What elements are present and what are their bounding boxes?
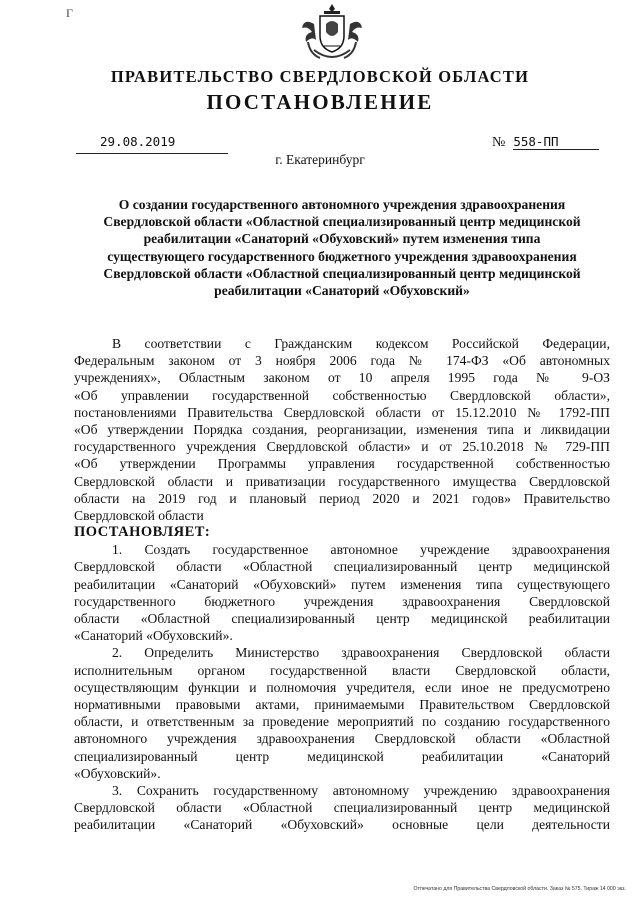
item2-line: автономного учреждения здравоохранения Свердловской области «Областной xyxy=(74,731,610,747)
item2-line: области, и ответственным за проведение мероприятий по созданию государственного xyxy=(74,714,610,730)
item1-line: реабилитации «Санаторий «Обуховский» путем изменения типа существующего xyxy=(74,576,610,592)
item1-line: «Санаторий «Обуховский». xyxy=(74,628,233,644)
item3-line: реабилитации «Санаторий «Обуховский» основные цели деятельности xyxy=(74,817,610,833)
item1-line: Свердловской области «Областной специализированный центр медицинской xyxy=(74,559,610,575)
title-line: реабилитации «Санаторий «Обуховский» xyxy=(214,283,470,299)
title-line: Свердловской области «Областной специализированный центр медицинской xyxy=(103,265,581,281)
decree-word: ПОСТАНОВЛЯЕТ: xyxy=(74,524,211,541)
item1-line: государственного бюджетного учреждения здравоохранения Свердловской xyxy=(74,593,610,609)
title-line: существующего государственного бюджетного учреждения здравоохранения xyxy=(107,248,577,264)
print-footer: Отпечатано для Правительства Свердловской области. Заказ № 575. Тираж 14 000 экз. xyxy=(413,886,626,892)
coat-of-arms-emblem xyxy=(300,2,364,64)
corner-mark: Г xyxy=(66,6,73,20)
organization-heading: ПРАВИТЕЛЬСТВО СВЕРДЛОВСКОЙ ОБЛАСТИ xyxy=(110,67,530,86)
number-sign: № xyxy=(492,135,506,150)
item2-line: 2. Определить Министерство здравоохранения Свердловской области xyxy=(112,645,610,661)
item2-line: специализированный центр медицинской реабилитации «Санаторий xyxy=(74,748,610,764)
preamble-line: В соответствии с Гражданским кодексом Российской Федерации, xyxy=(112,336,610,351)
preamble-line: «Об управлении государственной собственностью Свердловской области», xyxy=(74,387,610,403)
document-body xyxy=(74,335,610,833)
item2-line: «Обуховский». xyxy=(74,765,161,781)
preamble-line: учреждениях», Областным законом от 10 апреля 1995 года № 9-ОЗ xyxy=(74,370,610,386)
document-type-heading: ПОСТАНОВЛЕНИЕ xyxy=(206,90,434,114)
preamble-line: области на 2019 год и плановый период 2020 и 2021 годов» Правительство xyxy=(74,490,610,506)
preamble-line: государственного учреждения Свердловской области» и от 25.10.2018 № 729-ПП xyxy=(74,439,610,455)
preamble-line: постановлениями Правительства Свердловской области от 15.12.2010 № 1792-ПП xyxy=(74,404,610,420)
document-title xyxy=(72,196,612,299)
title-line: О создании государственного автономного учреждения здравоохранения xyxy=(118,197,566,212)
title-line: реабилитации «Санаторий «Обуховский» путем изменения типа xyxy=(143,231,541,247)
item2-line: исполнительным органом государственной власти Свердловской области, xyxy=(74,662,610,678)
title-line: Свердловской области «Областной специализированный центр медицинской xyxy=(103,214,581,230)
item1-line: области «Областной специализированный центр медицинской реабилитации xyxy=(74,611,610,626)
document-date: 29.08.2019 xyxy=(76,134,228,154)
preamble-line: «Об утверждении Программы управления государственной собственностью xyxy=(74,456,610,472)
preamble-line: Федеральным законом от 3 ноября 2006 года № 174-ФЗ «Об автономных xyxy=(74,353,610,369)
preamble-line: Свердловской области и приватизации государственного имущества Свердловской xyxy=(74,473,610,489)
item1-line: 1. Создать государственное автономное учреждение здравоохранения xyxy=(112,542,610,558)
item2-line: нормативными правовыми актами, принимаемыми Правительством Свердловской xyxy=(74,696,610,712)
document-number-block xyxy=(492,134,608,154)
city-line: г. Екатеринбург xyxy=(275,152,365,167)
item3-line: Свердловской области «Областной специализированный центр медицинской xyxy=(74,800,610,816)
preamble-line: «Об утверждении Порядка создания, реорганизации, изменения типа и ликвидации xyxy=(74,421,610,437)
preamble-line: Свердловской области xyxy=(74,507,204,523)
item2-line: осуществляющим функции и полномочия учредителя, если иное не предусмотрено xyxy=(74,679,610,695)
item3-line: 3. Сохранить государственному автономному учреждению здравоохранения xyxy=(112,782,610,798)
document-number: 558-ПП xyxy=(513,134,599,150)
